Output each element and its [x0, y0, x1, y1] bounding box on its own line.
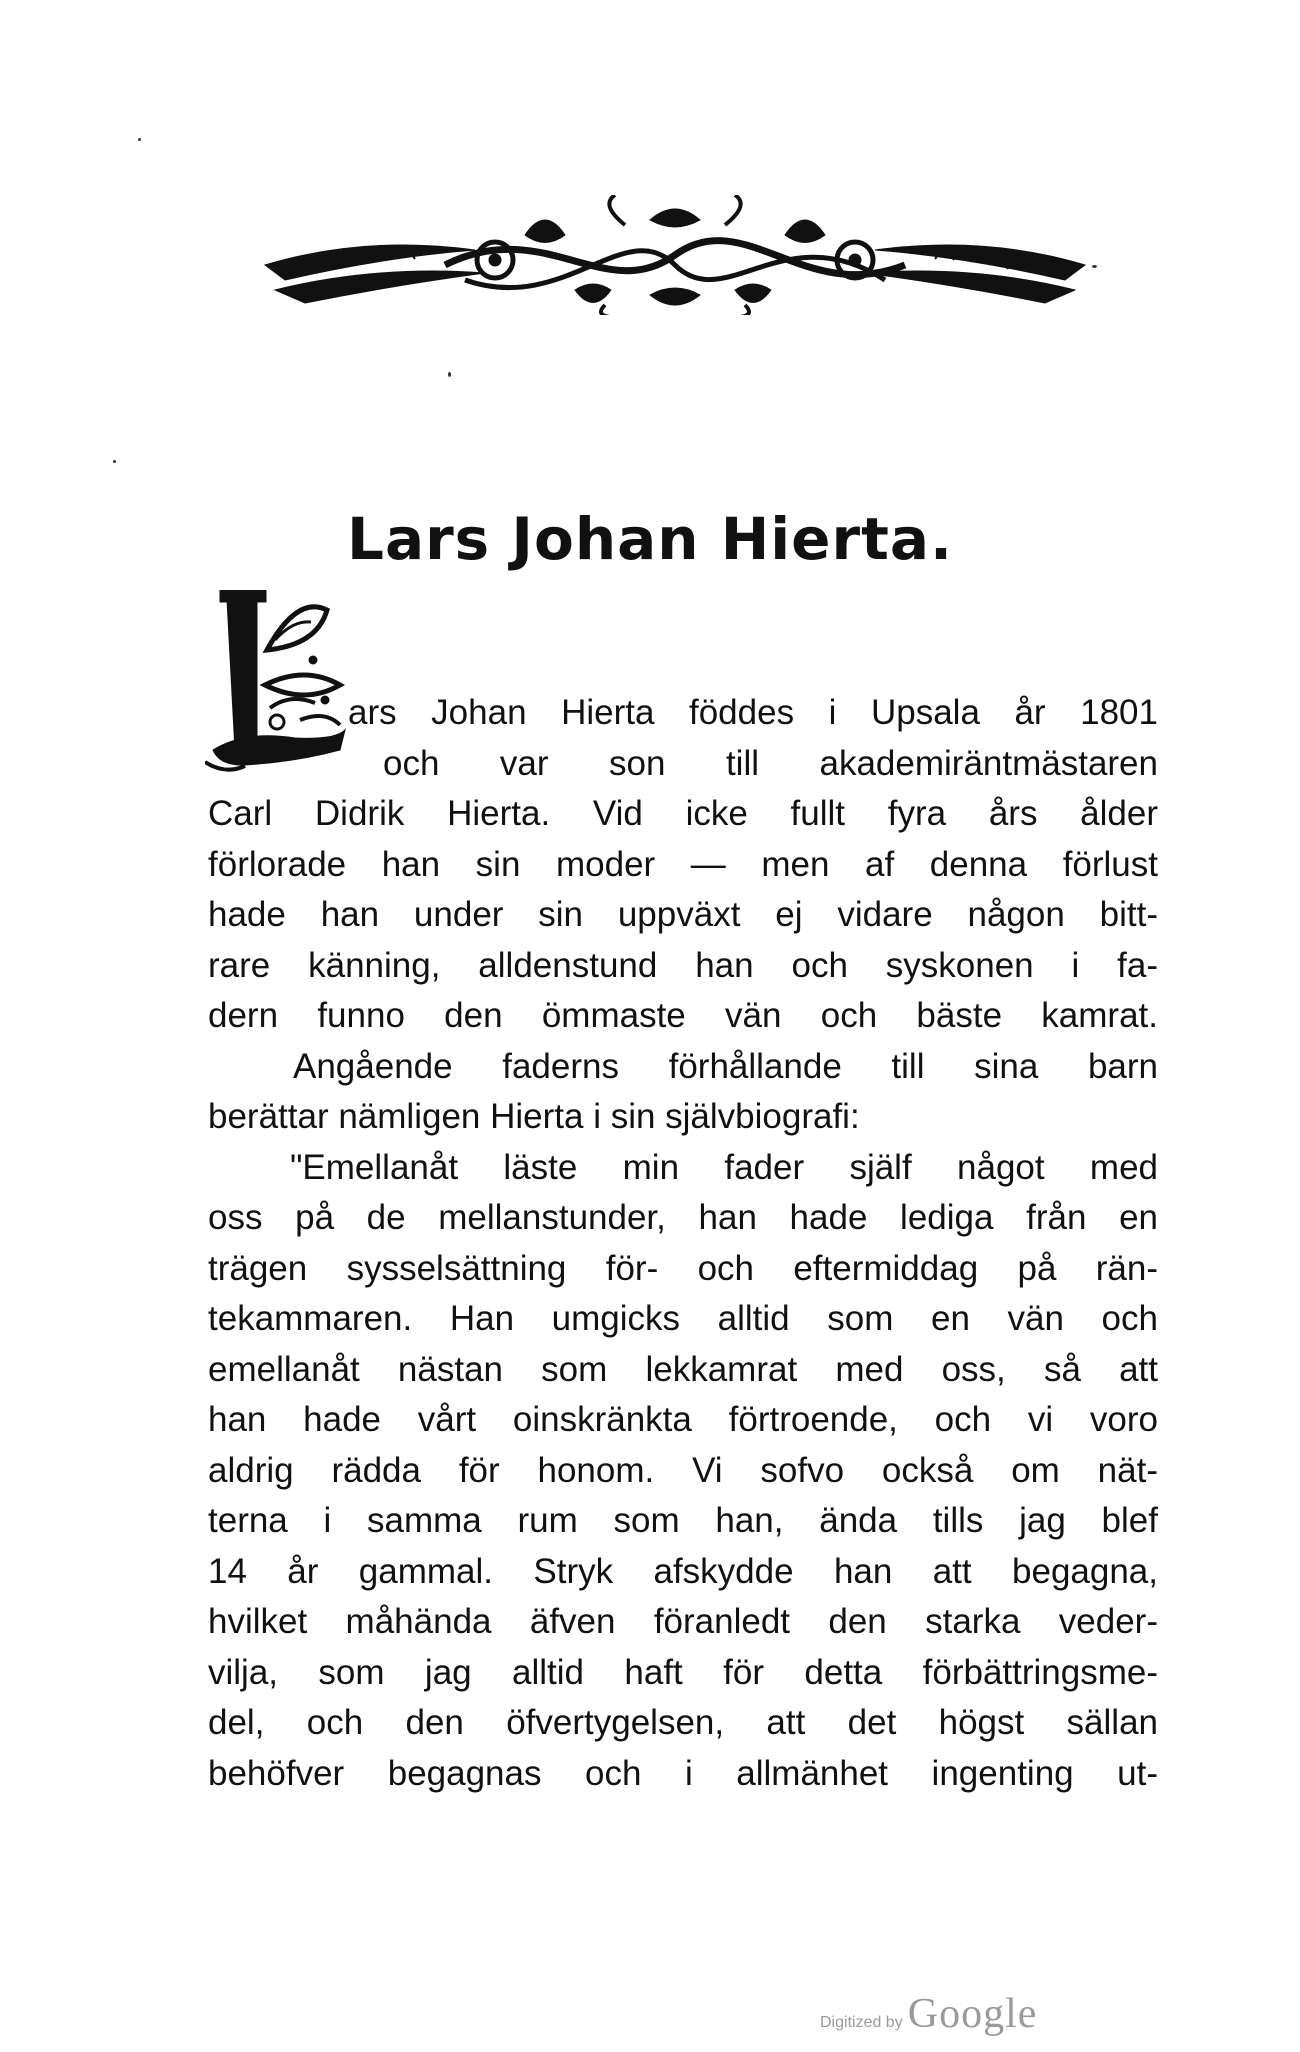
- text-line: och var son till akademiräntmästaren: [383, 743, 1158, 783]
- text-line: Angående faderns förhållande till sina barn: [293, 1046, 1158, 1086]
- digitized-watermark: [820, 1990, 1120, 2038]
- digitized-by-label: Digitized by: [820, 2014, 903, 2031]
- page-speck: [1092, 265, 1097, 268]
- page-title: Lars Johan Hierta.: [346, 505, 953, 573]
- paragraph-1: [208, 688, 1158, 1042]
- body-text: [208, 688, 1158, 1799]
- paragraph-3: [208, 1143, 1158, 1800]
- floral-ornament-icon: [245, 195, 1105, 315]
- text-line: oss på de mellanstunder, han hade lediga från en: [208, 1198, 1158, 1237]
- text-line: 14 år gammal. Stryk afskydde han att begagna,: [208, 1551, 1158, 1591]
- text-line: tekammaren. Han umgicks alltid som en vän och: [208, 1299, 1158, 1338]
- text-line: hade han under sin uppväxt ej vidare någon bitt-: [208, 895, 1158, 934]
- text-line: förlorade han sin moder — men af denna förlust: [208, 844, 1158, 884]
- text-line: ars Johan Hierta föddes i Upsala år 1801: [348, 693, 1158, 732]
- page-speck: [138, 138, 141, 141]
- text-line: han hade vårt oinskränkta förtroende, och vi voro: [208, 1400, 1158, 1439]
- text-line: berättar nämligen Hierta i sin självbiografi:: [208, 1097, 860, 1136]
- text-line: Carl Didrik Hierta. Vid icke fullt fyra års ålder: [208, 794, 1158, 833]
- text-line: emellanåt nästan som lekkamrat med oss, så att: [208, 1349, 1158, 1389]
- text-line: vilja, som jag alltid haft för detta förbättringsme-: [208, 1652, 1158, 1692]
- text-line: behöfver begagnas och i allmänhet ingenting ut-: [208, 1753, 1158, 1793]
- text-line: dern funno den ömmaste vän och bäste kamrat.: [208, 996, 1158, 1035]
- page-speck: [448, 372, 451, 377]
- text-line: rare känning, alldenstund han och syskonen i fa-: [208, 945, 1158, 985]
- text-line: del, och den öfvertygelsen, att det högst sällan: [208, 1703, 1158, 1742]
- text-line: aldrig rädda för honom. Vi sofvo också om nät-: [208, 1450, 1158, 1490]
- paragraph-2: [208, 1042, 1158, 1143]
- page-speck: [113, 460, 116, 463]
- text-line: "Emellanåt läste min fader själf något med: [290, 1147, 1158, 1187]
- google-brand: Google: [907, 1991, 1038, 2037]
- text-line: trägen sysselsättning för- och eftermiddag på rän-: [208, 1248, 1158, 1288]
- text-line: hvilket måhända äfven föranledt den starka veder-: [208, 1602, 1158, 1641]
- text-line: terna i samma rum som han, ända tills jag blef: [208, 1501, 1158, 1540]
